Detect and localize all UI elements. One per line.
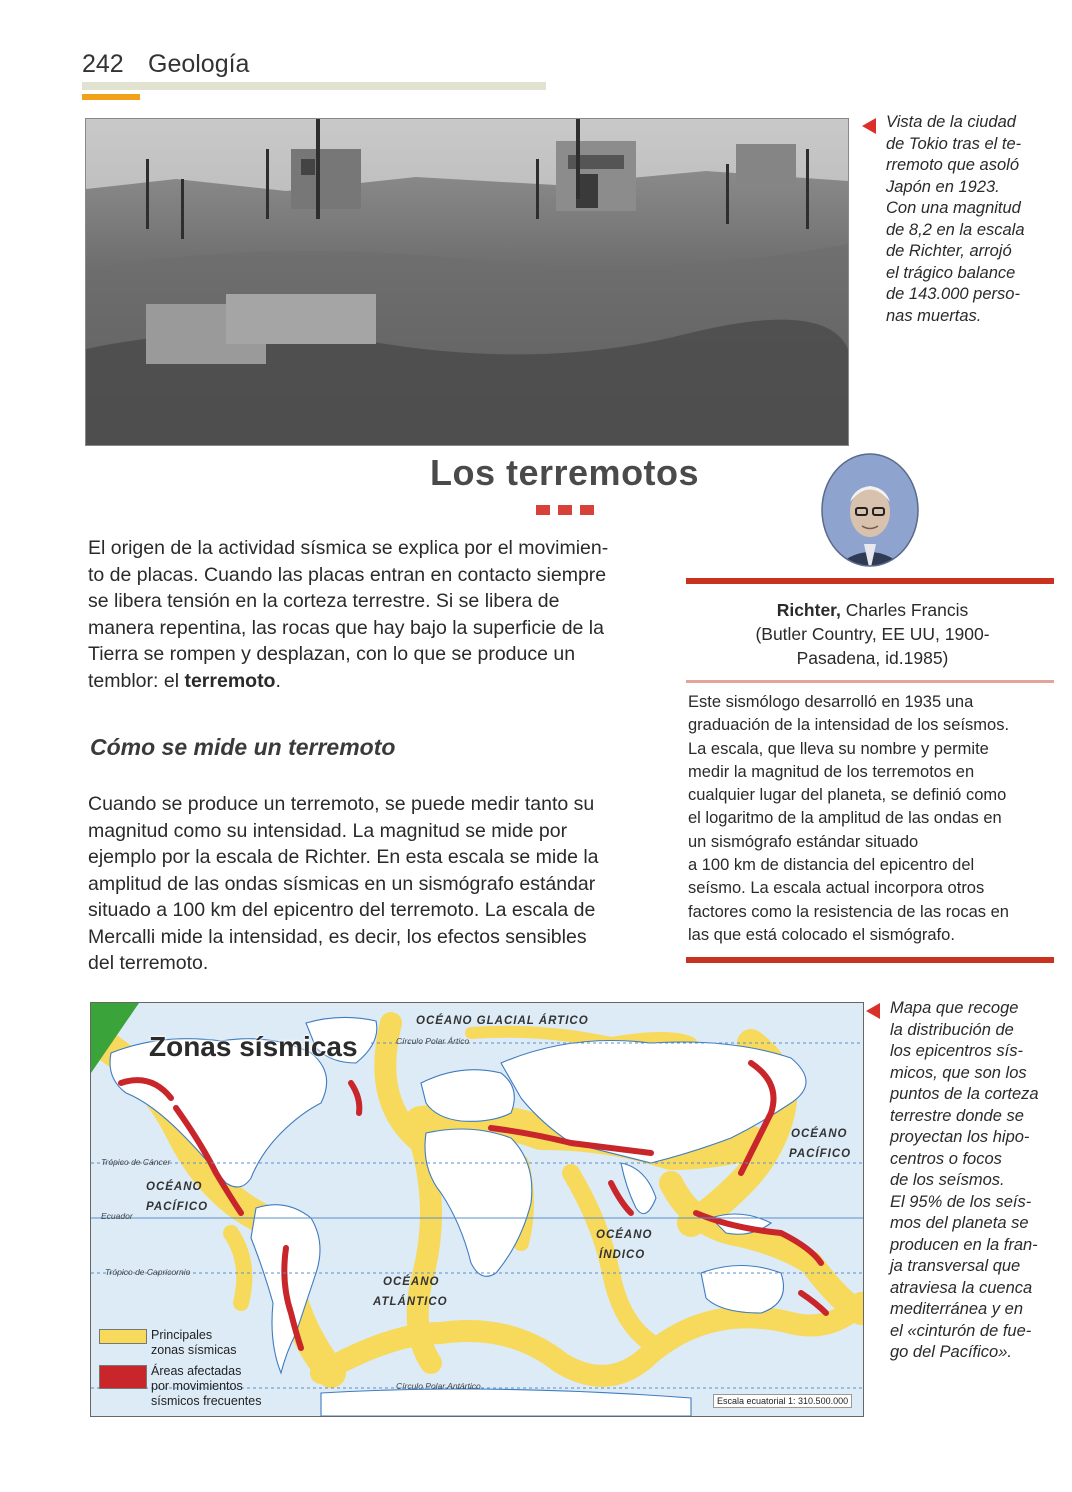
header-accent-bar bbox=[82, 94, 140, 100]
caption-arrow-icon bbox=[866, 1003, 880, 1019]
bio-surname: Richter, bbox=[776, 600, 841, 620]
intro-paragraph: El origen de la actividad sísmica se explica por el movimien- to de placas. Cuando las placas entran en contacto siempre se libera tensión en la corteza terrestre. Si se libera de manera repentina, las rocas que hay bajo la superficie de la Tierra se rompen y desplazan, con lo que se produce un temblor: el terremoto. bbox=[88, 537, 609, 692]
page-number: 242 bbox=[82, 50, 124, 78]
legend-active-label: Áreas afectadas por movimientos sísmicos frecuentes bbox=[151, 1364, 262, 1408]
seismic-zones-map bbox=[90, 1002, 864, 1417]
map-caption: Mapa que recoge la distribución de los epicentros sís- micos, que son los puntos de la corteza terrestre donde se proyectan los hipo- centros o focos de los seísmos. El 95% de los seís- mos del planeta se producen en la fran- ja transversal que atraviesa la cuenca mediterránea y en el «cinturón de fue- go del Pacífico». bbox=[890, 999, 1039, 1361]
atlantic-label-1: OCÉANO bbox=[383, 1276, 440, 1288]
bio-bottom-rule bbox=[686, 957, 1054, 963]
indian-label-2: ÍNDICO bbox=[599, 1249, 646, 1261]
indian-label-1: OCÉANO bbox=[596, 1229, 653, 1241]
title-ornament bbox=[536, 505, 550, 515]
header-rule bbox=[82, 82, 546, 90]
tokyo-earthquake-photo bbox=[85, 118, 849, 446]
article-title: Los terremotos bbox=[430, 452, 700, 493]
bio-heading: Richter, Charles Francis (Butler Country, EE UU, 1900- Pasadena, id.1985) bbox=[755, 600, 990, 668]
arctic-circle-label: Círculo Polar Ártico bbox=[396, 1036, 470, 1046]
bio-top-rule bbox=[686, 578, 1054, 584]
legend-zones-label: Principales zonas sísmicas bbox=[151, 1328, 237, 1357]
tropic-cancer-label: Trópico de Cáncer bbox=[101, 1157, 171, 1167]
section-heading: Cómo se mide un terremoto bbox=[90, 734, 396, 760]
arctic-ocean-label: OCÉANO GLACIAL ÁRTICO bbox=[416, 1015, 589, 1027]
pacific-east-label-1: OCÉANO bbox=[791, 1128, 848, 1140]
photo-caption: Vista de la ciudad de Tokio tras el te- rremoto que asoló Japón en 1923. Con una magnitud de 8,2 en la escala de Richter, arrojó el trágico balance de 143.000 perso- nas muertas. bbox=[886, 113, 1025, 325]
bio-text: Este sismólogo desarrolló en 1935 una graduación de la intensidad de los seísmos. La escala, que lleva su nombre y permite medir la magnitud de los terremotos en cualquier lugar del planeta, se definió como el logaritmo de la amplitud de las ondas en un sismógrafo estándar situado a 100 km de distancia del epicentro del seísmo. La escala actual incorpora otros factores como la resistencia de las rocas en las que está colocado el sismógrafo. bbox=[688, 693, 1010, 944]
legend-swatch-active bbox=[99, 1365, 147, 1389]
atlantic-label-2: ATLÁNTICO bbox=[373, 1296, 448, 1308]
richter-portrait bbox=[820, 452, 920, 572]
map-title: Zonas sísmicas bbox=[149, 1031, 358, 1062]
caption-arrow-icon bbox=[862, 118, 876, 134]
title-ornament bbox=[558, 505, 572, 515]
pacific-west-label-1: OCÉANO bbox=[146, 1181, 203, 1193]
legend-swatch-zones bbox=[99, 1329, 147, 1344]
title-ornament bbox=[580, 505, 594, 515]
antarctic-circle-label: Círculo Polar Antártico bbox=[396, 1381, 481, 1391]
pacific-west-label-2: PACÍFICO bbox=[146, 1201, 209, 1213]
section-paragraph: Cuando se produce un terremoto, se puede medir tanto su magnitud como su intensidad. La magnitud se mide por ejemplo por la escala de Richter. En esta escala se mide la amplitud de las ondas sísmicas en un sismógrafo estándar situado a 100 km del epicentro del terremoto. La escala de Mercalli mide la intensidad, es decir, los efectos sensibles del terremoto. bbox=[88, 793, 599, 974]
pacific-east-label-2: PACÍFICO bbox=[789, 1148, 852, 1160]
term-terremoto: terremoto bbox=[184, 669, 276, 692]
bio-divider bbox=[686, 680, 1054, 683]
equator-label: Ecuador bbox=[101, 1211, 133, 1221]
map-scale: Escala ecuatorial 1: 310.500.000 bbox=[713, 1394, 852, 1408]
tropic-capricorn-label: Trópico de Capricornio bbox=[105, 1267, 191, 1277]
section-title: Geología bbox=[148, 50, 250, 78]
